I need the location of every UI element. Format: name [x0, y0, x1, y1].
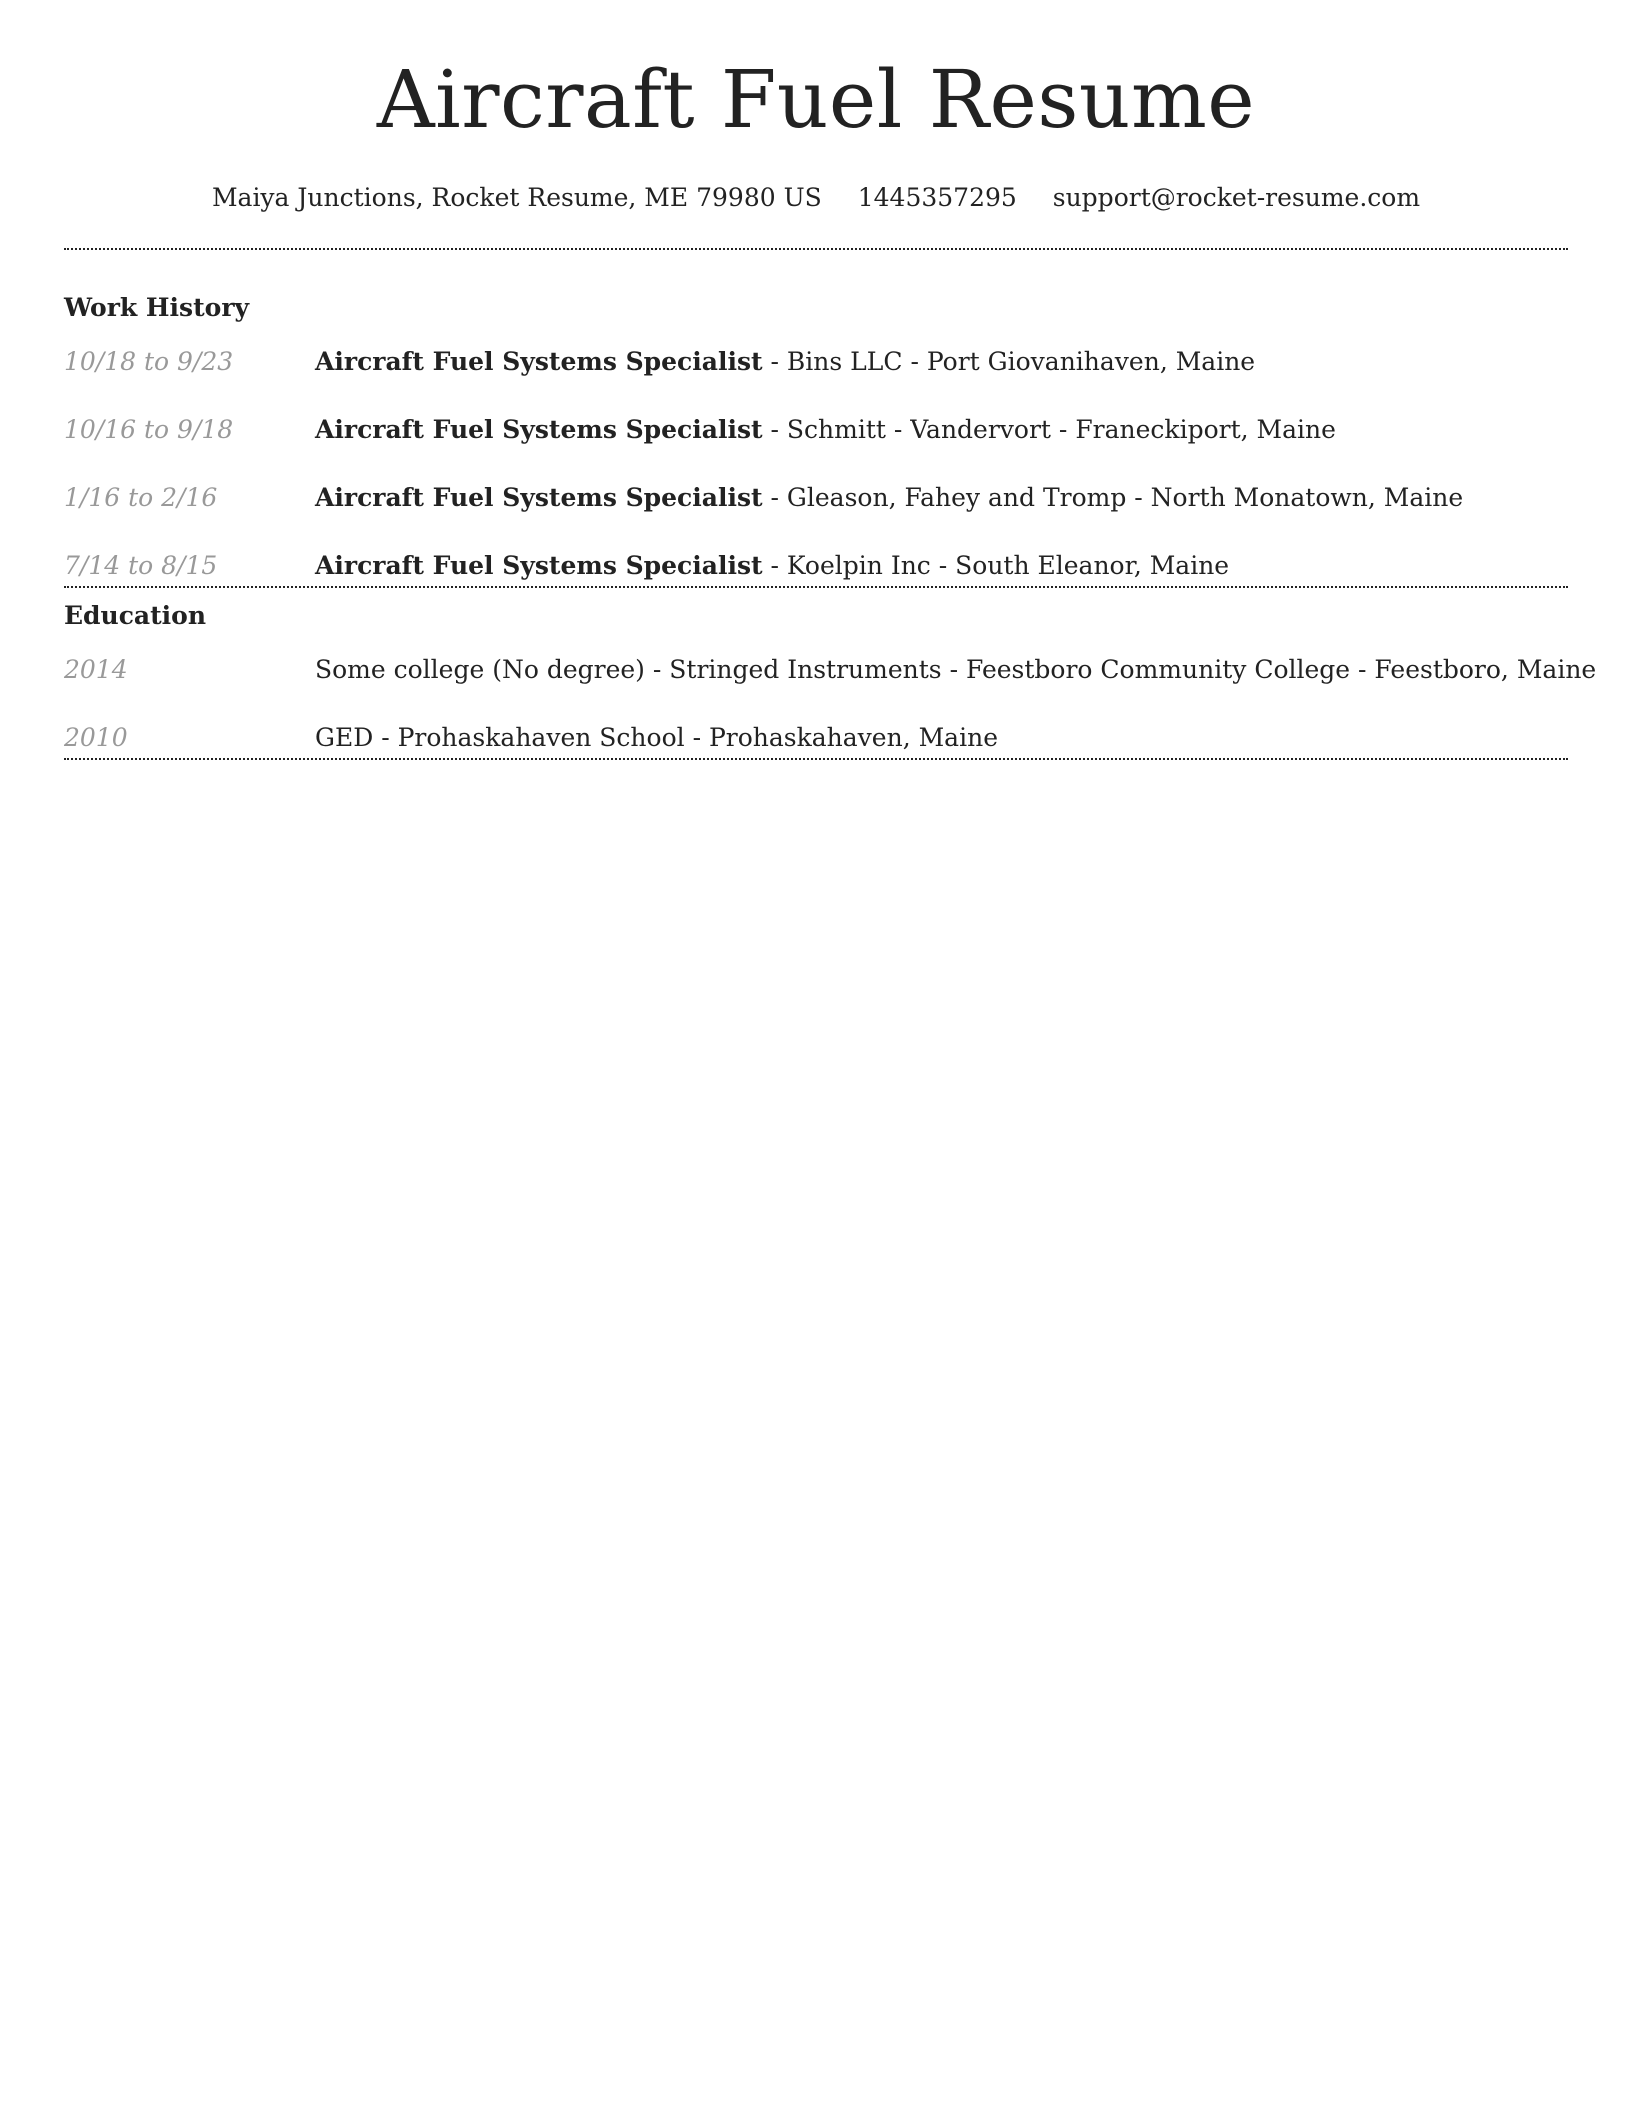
education-entry: [64, 722, 1568, 790]
work-history-divider: [64, 586, 1568, 588]
work-entry-location: Port Giovanihaven, Maine: [926, 347, 1256, 376]
contact-line: [64, 182, 1568, 214]
education-heading: Education: [64, 601, 207, 630]
work-entry-dates: 10/16 to 9/18: [64, 415, 234, 444]
contact-email: support@rocket-resume.com: [1052, 183, 1421, 212]
work-entry: [64, 482, 1568, 550]
work-entry-role: Aircraft Fuel Systems Specialist: [315, 415, 763, 444]
work-entry-location: South Eleanor, Maine: [955, 551, 1230, 580]
work-history-heading: Work History: [64, 293, 250, 322]
work-entry-description: [315, 346, 1255, 378]
contact-address: Maiya Junctions, Rocket Resume, ME 79980 US: [211, 183, 822, 212]
work-entry-employer: Bins LLC: [786, 347, 903, 376]
header-divider: [64, 248, 1568, 250]
education-entry: [64, 654, 1597, 722]
education-entry-details: Some college (No degree) - Stringed Instruments - Feestboro Community College - Feestboro, Maine: [315, 655, 1597, 684]
work-entry-dates: 10/18 to 9/23: [64, 347, 234, 376]
education-divider: [64, 758, 1568, 760]
work-entry-separator: -: [762, 415, 787, 444]
work-entry: [64, 346, 1568, 414]
work-entry-separator: -: [762, 483, 787, 512]
contact-phone: 1445357295: [857, 183, 1017, 212]
work-entry-employer: Gleason, Fahey and Tromp: [786, 483, 1127, 512]
work-entry-description: [315, 414, 1336, 446]
work-entry-separator: -: [1050, 415, 1076, 444]
work-entry-separator: -: [930, 551, 956, 580]
work-entry: [64, 414, 1568, 482]
work-entry-description: [315, 482, 1463, 514]
work-entry-employer: Schmitt - Vandervort: [786, 415, 1051, 444]
education-entry-details: GED - Prohaskahaven School - Prohaskahaven, Maine: [315, 723, 998, 752]
education-entry-year: 2014: [64, 655, 128, 684]
work-entry-dates: 7/14 to 8/15: [64, 551, 218, 580]
work-entry-role: Aircraft Fuel Systems Specialist: [315, 347, 763, 376]
work-entry-role: Aircraft Fuel Systems Specialist: [315, 551, 763, 580]
work-entry-separator: -: [762, 551, 787, 580]
education-list: [64, 654, 1597, 790]
work-entry-separator: -: [762, 347, 787, 376]
work-entry-separator: -: [902, 347, 927, 376]
education-entry-year: 2010: [64, 723, 128, 752]
work-entry-location: North Monatown, Maine: [1150, 483, 1464, 512]
work-entry-dates: 1/16 to 2/16: [64, 483, 218, 512]
resume-title: Aircraft Fuel Resume: [376, 53, 1256, 146]
work-entry-location: Franeckiport, Maine: [1075, 415, 1336, 444]
work-entry-description: [315, 550, 1229, 582]
work-entry-separator: -: [1126, 483, 1151, 512]
work-entry-role: Aircraft Fuel Systems Specialist: [315, 483, 763, 512]
work-history-list: [64, 346, 1568, 618]
work-entry-employer: Koelpin Inc: [786, 551, 931, 580]
